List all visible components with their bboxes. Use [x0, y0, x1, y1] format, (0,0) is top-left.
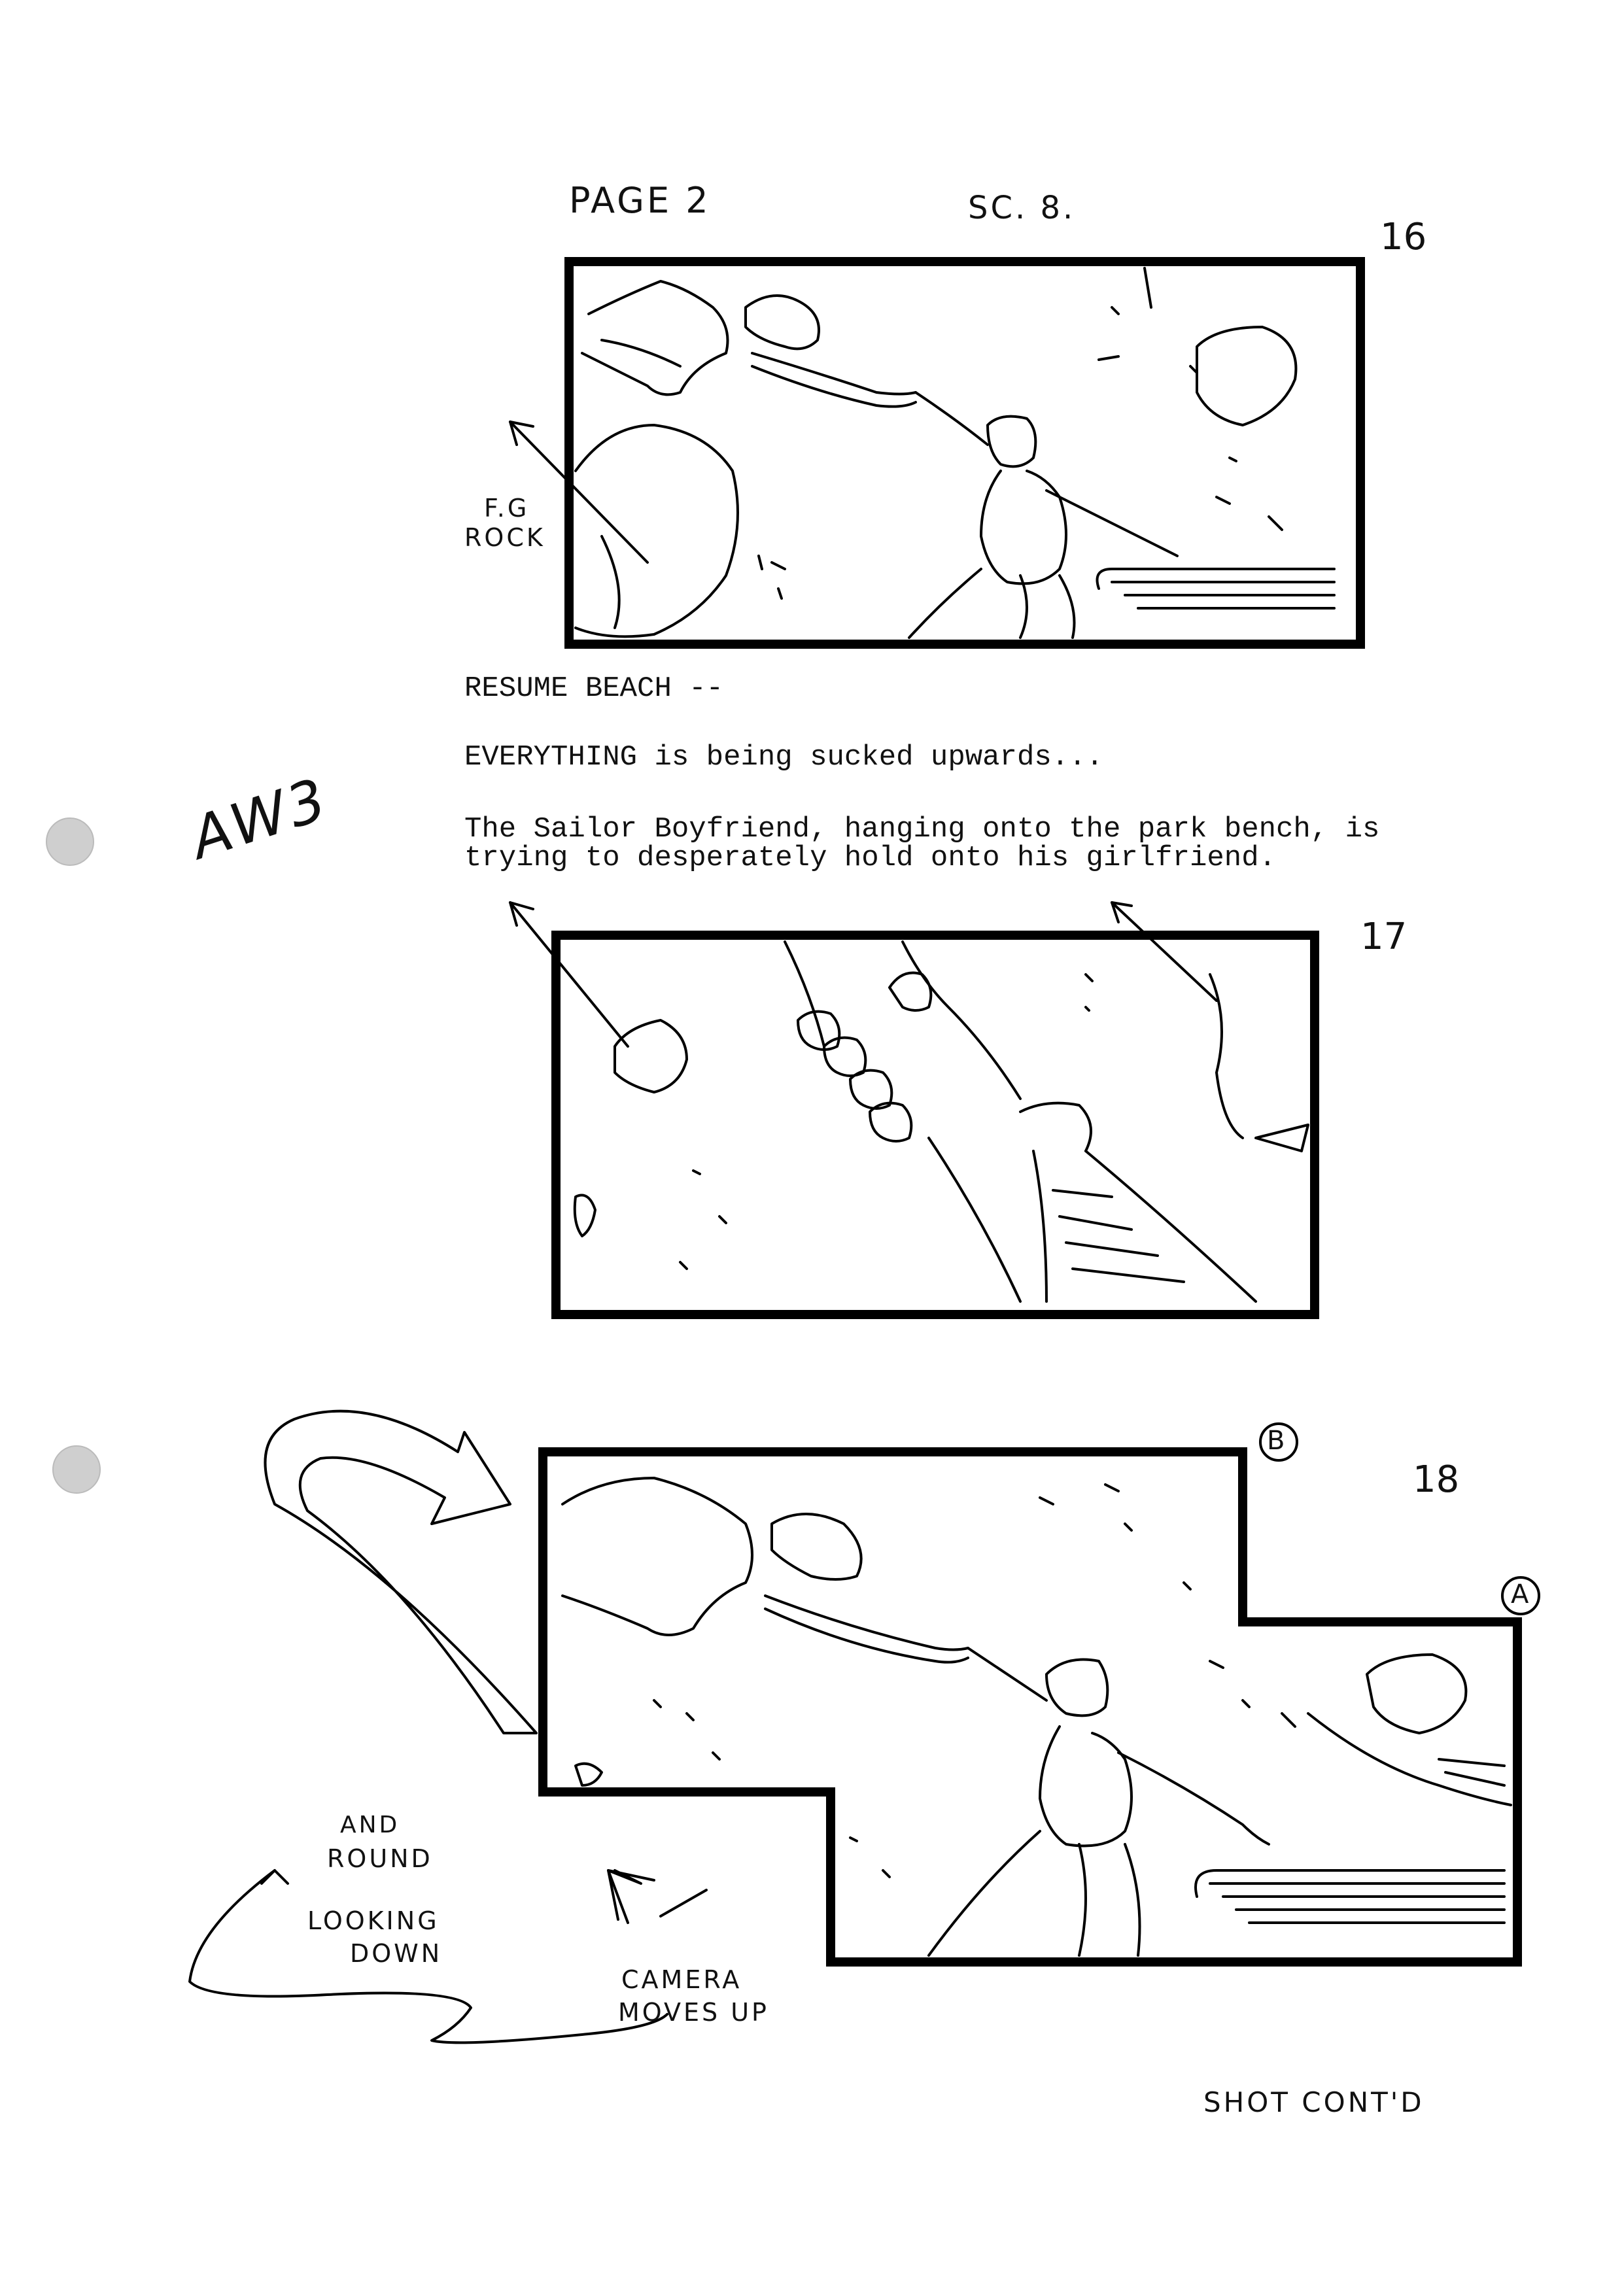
action-line-1: EVERYTHING is being sucked upwards... — [464, 741, 1103, 774]
camera-moves-line2: MOVES UP — [618, 1998, 769, 2027]
marker-a: A — [1511, 1579, 1529, 1609]
fg-note-line2: ROCK — [464, 523, 545, 552]
panel-16-number: 16 — [1380, 216, 1427, 258]
marker-b: B — [1267, 1426, 1285, 1456]
and-round-line1: AND — [340, 1812, 400, 1838]
action-line-3: trying to desperately hold onto his girlfriend. — [464, 842, 1277, 874]
panel-18-number: 18 — [1413, 1458, 1460, 1501]
panel-16-frame — [569, 262, 1360, 644]
action-line-2: The Sailor Boyfriend, hanging onto the park bench, is — [464, 813, 1380, 846]
panel-18-sketch — [562, 1478, 1511, 1955]
fg-note-line1: F.G — [484, 494, 530, 523]
panel-17-sketch — [575, 942, 1308, 1301]
scene-label: SC. 8. — [968, 190, 1076, 226]
looking-down-line2: DOWN — [350, 1939, 443, 1968]
panel-17-arrows — [510, 903, 1217, 1046]
slugline: RESUME BEACH -- — [464, 672, 724, 705]
looking-down-line1: LOOKING — [307, 1906, 440, 1935]
camera-move-arrow — [190, 1411, 706, 2043]
panel-17-number: 17 — [1360, 916, 1408, 958]
camera-moves-line1: CAMERA — [621, 1965, 742, 1994]
margin-note: AW3 — [182, 765, 337, 872]
shot-continued: SHOT CONT'D — [1203, 2086, 1425, 2118]
page-label: PAGE 2 — [569, 180, 711, 221]
panel-18-frame — [543, 1452, 1517, 1962]
and-round-line2: ROUND — [327, 1844, 433, 1873]
panel-16-sketch — [576, 268, 1334, 638]
